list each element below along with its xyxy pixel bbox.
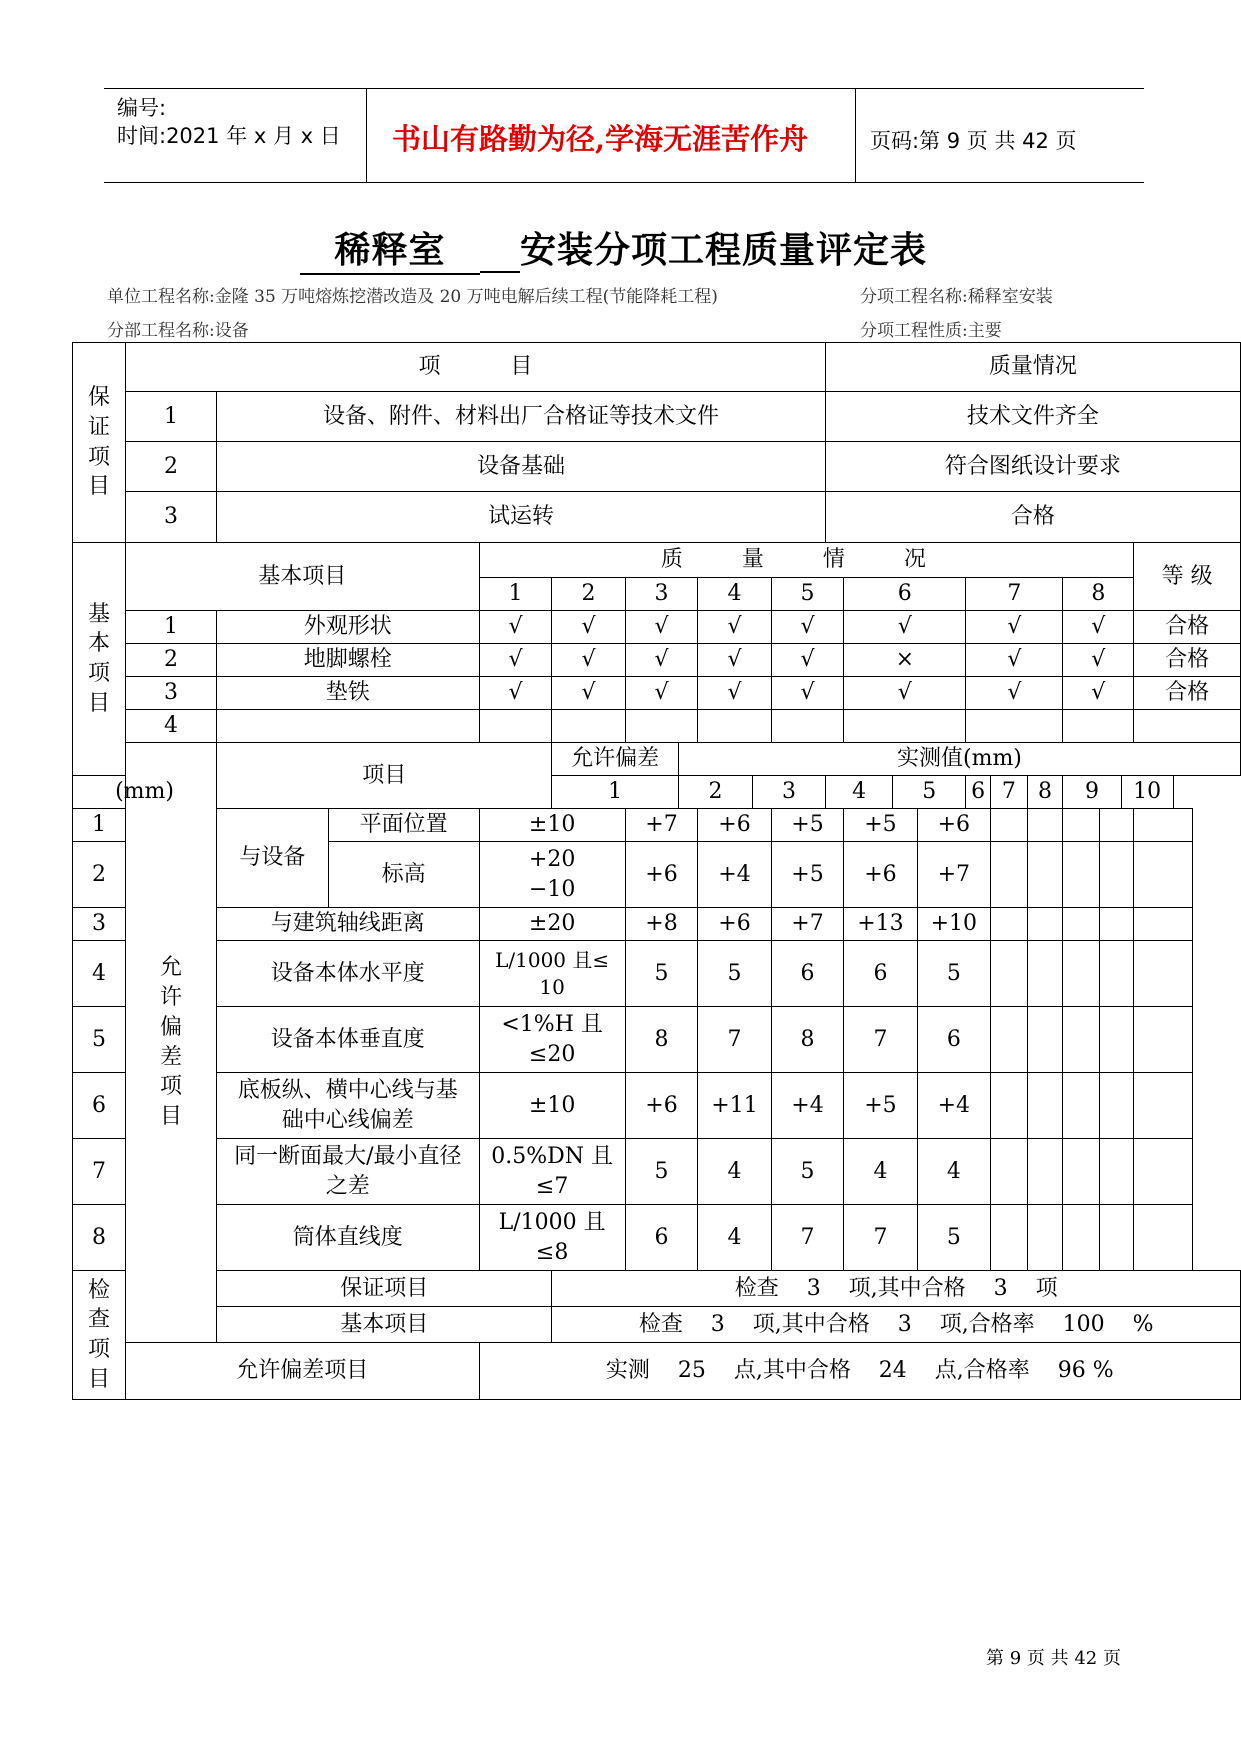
dev-val <box>1134 941 1193 1007</box>
dev-val: 5 <box>917 941 990 1007</box>
title-underline <box>480 229 520 273</box>
dev-val: +4 <box>698 842 771 908</box>
division-name: 分部工程名称:设备 <box>107 321 249 341</box>
header-bottom-rule <box>104 182 1144 183</box>
guarantee-header-item: 项 目 <box>125 343 825 392</box>
dev-val <box>991 809 1028 842</box>
basic-row-item: 地脚螺栓 <box>217 644 479 677</box>
basic-mark: √ <box>844 677 966 710</box>
dev-row-allow: 0.5%DN 且 ≤7 <box>479 1139 625 1205</box>
dev-val: +11 <box>698 1073 771 1139</box>
basic-mark <box>552 710 625 743</box>
dev-col-8: 8 <box>1027 776 1063 809</box>
evaluation-table <box>72 342 1241 1400</box>
basic-col-7: 7 <box>966 578 1063 611</box>
page-title <box>300 222 927 275</box>
guarantee-row-item: 试运转 <box>217 492 826 543</box>
dev-val <box>1063 1205 1099 1271</box>
dev-val <box>991 1073 1028 1139</box>
table-row <box>73 392 1241 442</box>
deviation-header-allow-unit: (mm) <box>73 776 217 809</box>
table-row <box>73 644 1241 677</box>
basic-mark: √ <box>844 611 966 644</box>
dev-val <box>1134 842 1193 908</box>
dev-val: +6 <box>917 809 990 842</box>
sub-item-name: 分项工程名称:稀释室安装 <box>860 287 1053 307</box>
dev-val <box>1134 809 1193 842</box>
basic-mark <box>625 710 698 743</box>
deviation-section-label: 允 许 偏 差 项 目 <box>125 743 216 1343</box>
dev-val <box>991 842 1028 908</box>
dev-col-9: 9 <box>1063 776 1121 809</box>
dev-row-item: 与建筑轴线距离 <box>217 908 479 941</box>
basic-grade <box>1134 710 1241 743</box>
dev-val: +7 <box>771 908 844 941</box>
dev-val: 4 <box>698 1205 771 1271</box>
table-row <box>73 492 1241 543</box>
dev-val: +7 <box>625 809 698 842</box>
dev-val: 4 <box>698 1139 771 1205</box>
dev-row-no: 3 <box>73 908 126 941</box>
guarantee-header-quality: 质量情况 <box>825 343 1240 392</box>
dev-val <box>1099 1073 1134 1139</box>
dev-row-no: 5 <box>73 1007 126 1073</box>
dev-val <box>1099 809 1134 842</box>
check-row <box>73 1271 1241 1307</box>
dev-val <box>1027 842 1063 908</box>
dev-val <box>1099 1139 1134 1205</box>
dev-row-no: 2 <box>73 842 126 908</box>
dev-val <box>1134 908 1193 941</box>
check-row-text: 实测 25 点,其中合格 24 点,合格率 96 % <box>479 1343 1240 1400</box>
dev-val <box>991 941 1028 1007</box>
basic-mark: √ <box>771 677 844 710</box>
dev-val: 4 <box>917 1139 990 1205</box>
dev-val: 5 <box>625 1139 698 1205</box>
check-row-label: 基本项目 <box>217 1307 552 1343</box>
deviation-header-allow: 允许偏差 <box>552 743 679 776</box>
title-main: 安装分项工程质量评定表 <box>520 229 928 271</box>
dev-row-sub: 平面位置 <box>328 809 479 842</box>
basic-col-8: 8 <box>1063 578 1134 611</box>
dev-row-no: 6 <box>73 1073 126 1139</box>
title-blank: 稀释室 <box>300 222 480 275</box>
dev-val <box>1027 1205 1063 1271</box>
dev-val <box>1063 908 1099 941</box>
dev-val <box>991 1007 1028 1073</box>
dev-val <box>1027 908 1063 941</box>
dev-val <box>1063 1139 1099 1205</box>
basic-mark: √ <box>698 644 771 677</box>
dev-col-4: 4 <box>825 776 892 809</box>
guarantee-row-no: 3 <box>125 492 216 543</box>
dev-group-label: 与设备 <box>217 809 329 908</box>
basic-mark <box>1063 710 1134 743</box>
basic-mark <box>844 710 966 743</box>
basic-col-4: 4 <box>698 578 771 611</box>
basic-col-2: 2 <box>552 578 625 611</box>
footer-page-number: 第 9 页 共 42 页 <box>986 1648 1121 1669</box>
dev-val: +6 <box>625 842 698 908</box>
dev-val <box>991 908 1028 941</box>
dev-val <box>1134 1205 1193 1271</box>
dev-val <box>1063 809 1099 842</box>
dev-val <box>991 1139 1028 1205</box>
dev-val: +13 <box>844 908 917 941</box>
dev-val <box>1134 1139 1193 1205</box>
dev-row-allow: ±20 <box>479 908 625 941</box>
dev-val: +6 <box>844 842 917 908</box>
dev-val <box>1027 1007 1063 1073</box>
dev-val <box>1134 1007 1193 1073</box>
dev-row-allow: L/1000 且≤ 10 <box>479 941 625 1007</box>
header-page-info: 页码:第 9 页 共 42 页 <box>870 129 1077 153</box>
check-row-label: 保证项目 <box>217 1271 552 1307</box>
basic-mark: √ <box>966 677 1063 710</box>
basic-mark: √ <box>479 611 552 644</box>
dev-col-1: 1 <box>552 776 679 809</box>
dev-val: 5 <box>917 1205 990 1271</box>
dev-val: +5 <box>771 809 844 842</box>
basic-grade: 合格 <box>1134 644 1241 677</box>
table-row <box>73 809 1241 842</box>
dev-row-sub: 标高 <box>328 842 479 908</box>
guarantee-section-label: 保 证 项 目 <box>73 343 126 543</box>
dev-row-allow: L/1000 且 ≤8 <box>479 1205 625 1271</box>
dev-val <box>1099 908 1134 941</box>
basic-header-grade: 等 级 <box>1134 543 1241 611</box>
guarantee-header-row <box>73 343 1241 392</box>
basic-mark <box>479 710 552 743</box>
dev-val: 6 <box>844 941 917 1007</box>
dev-row-allow: <1%H 且 ≤20 <box>479 1007 625 1073</box>
dev-row-no: 7 <box>73 1139 126 1205</box>
dev-val: 7 <box>698 1007 771 1073</box>
basic-mark: √ <box>1063 611 1134 644</box>
dev-row-no: 4 <box>73 941 126 1007</box>
dev-col-6: 6 <box>966 776 991 809</box>
basic-mark: √ <box>625 677 698 710</box>
dev-val <box>1063 941 1099 1007</box>
basic-mark: √ <box>625 644 698 677</box>
check-row-text: 检查 3 项,其中合格 3 项,合格率 100 % <box>552 1307 1241 1343</box>
table-row <box>73 908 1241 941</box>
check-section-label: 检 查 项 目 <box>73 1271 126 1400</box>
dev-val: 6 <box>625 1205 698 1271</box>
dev-val <box>1027 809 1063 842</box>
dev-val: +6 <box>625 1073 698 1139</box>
dev-col-7: 7 <box>991 776 1028 809</box>
dev-val: +8 <box>625 908 698 941</box>
table-row <box>73 677 1241 710</box>
basic-mark: √ <box>625 611 698 644</box>
table-row <box>73 611 1241 644</box>
basic-mark: √ <box>552 644 625 677</box>
check-row-label: 允许偏差项目 <box>125 1343 479 1400</box>
dev-row-item: 筒体直线度 <box>217 1205 479 1271</box>
dev-val: 7 <box>844 1007 917 1073</box>
basic-row-no: 1 <box>125 611 216 644</box>
dev-val: +6 <box>698 908 771 941</box>
basic-mark <box>966 710 1063 743</box>
dev-val: 5 <box>771 1139 844 1205</box>
dev-col-5: 5 <box>893 776 966 809</box>
header-divider-left <box>366 88 367 183</box>
table-row <box>73 941 1241 1007</box>
dev-val: 8 <box>625 1007 698 1073</box>
dev-col-2: 2 <box>678 776 752 809</box>
dev-val <box>1027 941 1063 1007</box>
guarantee-row-no: 1 <box>125 392 216 442</box>
table-row <box>73 1007 1241 1073</box>
basic-mark: √ <box>966 611 1063 644</box>
guarantee-row-item: 设备基础 <box>217 442 826 492</box>
table-row <box>73 1073 1241 1139</box>
basic-mark: √ <box>479 677 552 710</box>
basic-mark: × <box>844 644 966 677</box>
basic-row-no: 3 <box>125 677 216 710</box>
dev-row-allow: +20 −10 <box>479 842 625 908</box>
dev-val: +5 <box>771 842 844 908</box>
dev-val <box>1063 1007 1099 1073</box>
dev-row-item: 底板纵、横中心线与基 础中心线偏差 <box>217 1073 479 1139</box>
dev-val: +7 <box>917 842 990 908</box>
header-motto: 书山有路勤为径,学海无涯苦作舟 <box>392 122 809 156</box>
basic-mark: √ <box>771 644 844 677</box>
basic-mark: √ <box>1063 644 1134 677</box>
dev-val: 6 <box>917 1007 990 1073</box>
dev-val: 7 <box>844 1205 917 1271</box>
dev-row-allow: ±10 <box>479 1073 625 1139</box>
basic-row-item: 垫铁 <box>217 677 479 710</box>
dev-row-no: 1 <box>73 809 126 842</box>
basic-mark: √ <box>966 644 1063 677</box>
dev-val <box>991 1205 1028 1271</box>
basic-mark: √ <box>479 644 552 677</box>
dev-val: 5 <box>698 941 771 1007</box>
dev-val: +6 <box>698 809 771 842</box>
dev-row-item: 同一断面最大/最小直径 之差 <box>217 1139 479 1205</box>
dev-val: +4 <box>917 1073 990 1139</box>
dev-val: 7 <box>771 1205 844 1271</box>
basic-col-1: 1 <box>479 578 552 611</box>
check-row-text: 检查 3 项,其中合格 3 项 <box>552 1271 1241 1307</box>
basic-col-3: 3 <box>625 578 698 611</box>
dev-val <box>1063 842 1099 908</box>
basic-mark: √ <box>698 611 771 644</box>
guarantee-row-quality: 合格 <box>825 492 1240 543</box>
basic-mark: √ <box>698 677 771 710</box>
guarantee-row-quality: 符合图纸设计要求 <box>825 442 1240 492</box>
dev-col-3: 3 <box>753 776 826 809</box>
header-top-rule <box>104 88 1144 89</box>
dev-val <box>1134 1073 1193 1139</box>
basic-mark: √ <box>1063 677 1134 710</box>
basic-section-label: 基 本 项 目 <box>73 543 126 776</box>
header-number: 编号: <box>117 96 167 120</box>
basic-mark: √ <box>771 611 844 644</box>
dev-val: 8 <box>771 1007 844 1073</box>
dev-val: 5 <box>625 941 698 1007</box>
basic-row-no: 4 <box>125 710 216 743</box>
deviation-header-row <box>73 743 1241 776</box>
guarantee-row-no: 2 <box>125 442 216 492</box>
table-row <box>73 1205 1241 1271</box>
basic-row-item: 外观形状 <box>217 611 479 644</box>
dev-val <box>1027 1073 1063 1139</box>
unit-project-name: 单位工程名称:金隆 35 万吨熔炼挖潜改造及 20 万吨电解后续工程(节能降耗工程) <box>107 287 718 307</box>
table-row <box>73 442 1241 492</box>
basic-header-row <box>73 543 1241 578</box>
deviation-header-item: 项目 <box>217 743 552 809</box>
dev-row-item: 设备本体水平度 <box>217 941 479 1007</box>
dev-val: +10 <box>917 908 990 941</box>
basic-col-6: 6 <box>844 578 966 611</box>
basic-grade: 合格 <box>1134 611 1241 644</box>
guarantee-row-item: 设备、附件、材料出厂合格证等技术文件 <box>217 392 826 442</box>
basic-mark <box>771 710 844 743</box>
basic-mark: √ <box>552 677 625 710</box>
basic-mark <box>698 710 771 743</box>
dev-row-item: 设备本体垂直度 <box>217 1007 479 1073</box>
dev-val: +5 <box>844 809 917 842</box>
dev-val: +5 <box>844 1073 917 1139</box>
dev-val <box>1027 1139 1063 1205</box>
sub-item-nature: 分项工程性质:主要 <box>860 321 1002 341</box>
dev-val: 6 <box>771 941 844 1007</box>
basic-row-item <box>217 710 479 743</box>
dev-val <box>1099 1007 1134 1073</box>
deviation-header-measured: 实测值(mm) <box>678 743 1240 776</box>
basic-header-quality: 质 量 情 况 <box>479 543 1134 578</box>
header-divider-right <box>855 88 856 183</box>
dev-val <box>1063 1073 1099 1139</box>
basic-header-item: 基本项目 <box>125 543 479 611</box>
header-time: 时间:2021 年 x 月 x 日 <box>117 124 341 148</box>
basic-mark: √ <box>552 611 625 644</box>
table-row <box>73 710 1241 743</box>
dev-val: 4 <box>844 1139 917 1205</box>
dev-row-no: 8 <box>73 1205 126 1271</box>
dev-val: +4 <box>771 1073 844 1139</box>
guarantee-row-quality: 技术文件齐全 <box>825 392 1240 442</box>
dev-row-allow: ±10 <box>479 809 625 842</box>
basic-grade: 合格 <box>1134 677 1241 710</box>
basic-row-no: 2 <box>125 644 216 677</box>
check-row <box>73 1343 1241 1400</box>
basic-col-5: 5 <box>771 578 844 611</box>
dev-val <box>1099 941 1134 1007</box>
check-row <box>73 1307 1241 1343</box>
dev-val <box>1099 842 1134 908</box>
table-row <box>73 1139 1241 1205</box>
dev-col-10: 10 <box>1121 776 1173 809</box>
dev-val <box>1099 1205 1134 1271</box>
